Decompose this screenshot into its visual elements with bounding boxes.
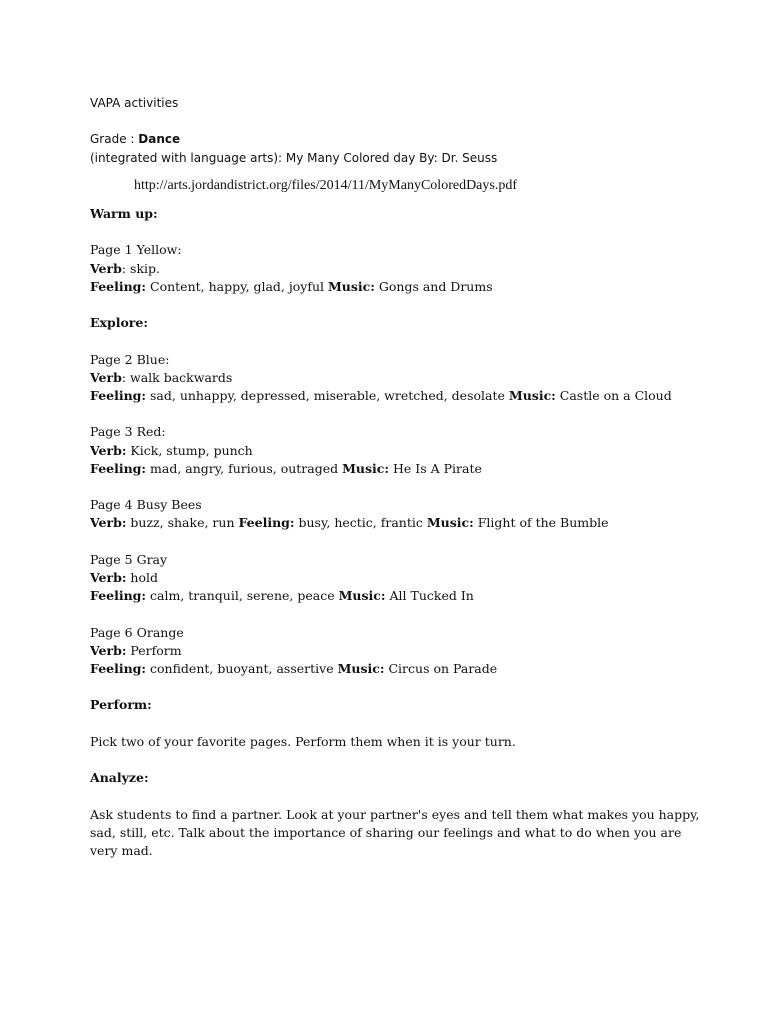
page1-feeling: Feeling: Content, happy, glad, joyful Music: Gongs and Drums — [90, 278, 493, 294]
spacer — [90, 605, 708, 623]
warmup-heading: Warm up: — [90, 206, 158, 221]
spacer — [90, 533, 708, 551]
page1-verb: Verb: skip. — [90, 260, 160, 276]
pdf-link[interactable]: http://arts.jordandistrict.org/files/2014/11/MyManyColoredDays.pdf — [134, 177, 518, 193]
spacer — [90, 715, 708, 733]
page2-verb: Verb: walk backwards — [90, 369, 233, 385]
page2-feeling: Feeling: sad, unhappy, depressed, miserable, wretched, desolate Music: Castle on a Cloud — [90, 387, 672, 403]
spacer — [90, 223, 708, 241]
page3-title: Page 3 Red: — [90, 424, 166, 440]
integrated-line: (integrated with language arts): My Many Colored day By: Dr. Seuss — [90, 150, 498, 165]
page6-feeling: Feeling: confident, buoyant, assertive Music: Circus on Parade — [90, 660, 498, 676]
spacer — [90, 787, 708, 805]
page4-title: Page 4 Busy Bees — [90, 497, 202, 513]
page5-feeling: Feeling: calm, tranquil, serene, peace Music: All Tucked In — [90, 588, 474, 604]
page5-title: Page 5 Gray — [90, 551, 168, 567]
page5-verb: Verb: hold — [90, 569, 159, 585]
grade-label: Grade : — [90, 132, 135, 147]
grade-value: Dance — [138, 132, 181, 147]
spacer — [90, 678, 708, 696]
spacer — [90, 478, 708, 496]
spacer — [90, 296, 708, 314]
page3-feeling: Feeling: mad, angry, furious, outraged Music: He Is A Pirate — [90, 460, 482, 476]
perform-heading: Perform: — [90, 697, 152, 713]
spacer — [90, 112, 708, 130]
page6-title: Page 6 Orange — [90, 624, 184, 640]
perform-text: Pick two of your favorite pages. Perform them when it is your turn. — [90, 733, 516, 749]
page3-verb: Verb: Kick, stump, punch — [90, 442, 253, 458]
analyze-heading: Analyze: — [90, 770, 149, 786]
spacer — [90, 195, 708, 205]
analyze-text: Ask students to find a partner. Look at your partner's eyes and tell them what makes you happy, sad, still, etc. Talk about the importance of sharing our feelings and what to do when you are very mad. — [90, 806, 700, 858]
explore-heading: Explore: — [90, 315, 148, 331]
grade-line — [90, 130, 708, 148]
spacer — [90, 405, 708, 423]
page4-verb-feeling: Verb: buzz, shake, run Feeling: busy, hectic, frantic Music: Flight of the Bumble — [90, 515, 609, 531]
document-title: VAPA activities — [90, 96, 179, 110]
spacer — [90, 332, 708, 350]
spacer — [90, 167, 708, 177]
spacer — [90, 751, 708, 769]
page1-title: Page 1 Yellow: — [90, 242, 182, 258]
page6-verb: Verb: Perform — [90, 642, 182, 658]
page2-title: Page 2 Blue: — [90, 351, 170, 367]
